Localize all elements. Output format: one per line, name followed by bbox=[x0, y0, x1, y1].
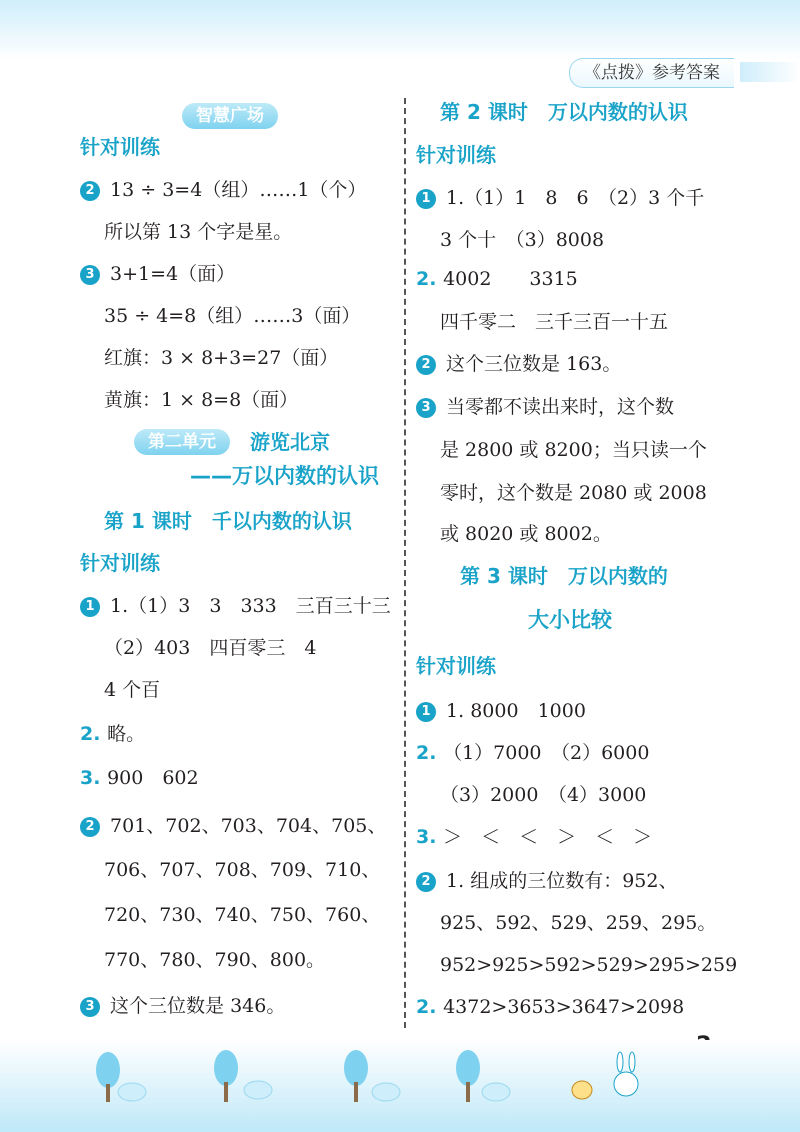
answer-text: 四千零二 三千三百一十五 bbox=[440, 311, 669, 333]
answer-line bbox=[80, 720, 145, 748]
question-badge-icon: 3 bbox=[80, 265, 100, 285]
answer-text: （2）403 四百零三 4 bbox=[104, 637, 317, 659]
column-divider bbox=[404, 98, 406, 1028]
answer-text: 1.（1）1 8 6 （2）3 个千 bbox=[446, 187, 705, 209]
answer-text: 952>925>592>529>295>259 bbox=[440, 954, 738, 976]
answer-line bbox=[416, 739, 649, 767]
answer-text: 或 8020 或 8002。 bbox=[440, 523, 612, 545]
answer-text: 706、707、708、709、710、 bbox=[104, 859, 381, 881]
section-pill-zhihui: 智慧广场 bbox=[182, 103, 278, 129]
question-badge-icon: 1 bbox=[416, 189, 436, 209]
lesson-title: 第 3 课时 万以内数的 bbox=[460, 564, 668, 588]
question-badge-icon: 3 bbox=[80, 997, 100, 1017]
answer-text: （3）2000 （4）3000 bbox=[440, 784, 647, 806]
answer-line bbox=[416, 993, 684, 1021]
answer-text: 4 个百 bbox=[104, 679, 161, 701]
answer-text: 1.（1）3 3 333 三百三十三 bbox=[110, 595, 391, 617]
question-badge-icon: 1 bbox=[416, 702, 436, 722]
answer-line bbox=[80, 592, 391, 620]
answer-text: 当零都不读出来时，这个数 bbox=[446, 396, 675, 418]
answer-text: 这个三位数是 163。 bbox=[446, 353, 622, 375]
answer-text: 35 ÷ 4=8（组）……3（面） bbox=[104, 305, 361, 327]
unit-subtitle: ——万以内数的认识 bbox=[190, 464, 379, 488]
question-number: 3. bbox=[80, 767, 108, 789]
question-number: 2. bbox=[416, 268, 444, 290]
question-number: 2. bbox=[416, 742, 444, 764]
answer-text: 3 个十 （3）8008 bbox=[440, 229, 605, 251]
question-badge-icon: 1 bbox=[80, 597, 100, 617]
answer-line bbox=[416, 393, 674, 421]
answer-text: 900 602 bbox=[107, 767, 199, 789]
answer-line bbox=[416, 697, 586, 725]
rabbit-icon bbox=[572, 1052, 638, 1099]
answer-text: 是 2800 或 8200；当只读一个 bbox=[440, 439, 707, 461]
question-badge-icon: 2 bbox=[416, 872, 436, 892]
question-badge-icon: 2 bbox=[80, 181, 100, 201]
lesson-title: 第 2 课时 万以内数的认识 bbox=[440, 100, 688, 124]
question-number: 2. bbox=[416, 996, 444, 1018]
lesson-title-cont: 大小比较 bbox=[528, 608, 612, 632]
answer-text: 1. 组成的三位数有：952、 bbox=[446, 870, 678, 892]
answer-key-tag: 《点拨》参考答案 bbox=[569, 58, 734, 88]
bush-icon bbox=[118, 1081, 510, 1101]
answer-line bbox=[416, 184, 704, 212]
section-heading: 针对训练 bbox=[80, 551, 160, 575]
question-number: 3. bbox=[416, 826, 444, 848]
answer-text: 770、780、790、800。 bbox=[104, 949, 326, 971]
answer-text: 1. 8000 1000 bbox=[446, 700, 586, 722]
answer-text: 3+1=4（面） bbox=[110, 263, 236, 285]
section-heading: 针对训练 bbox=[80, 135, 160, 159]
question-badge-icon: 3 bbox=[416, 398, 436, 418]
lesson-title: 第 1 课时 千以内数的认识 bbox=[104, 509, 352, 533]
section-heading: 针对训练 bbox=[416, 143, 496, 167]
tag-bar-decoration bbox=[740, 62, 800, 82]
question-badge-icon: 2 bbox=[80, 817, 100, 837]
answer-text: 925、592、529、259、295。 bbox=[440, 912, 717, 934]
answer-text: 黄旗：1 × 8=8（面） bbox=[104, 389, 299, 411]
section-heading: 针对训练 bbox=[416, 654, 496, 678]
unit-title: 游览北京 bbox=[250, 430, 330, 454]
answer-text: ＞ ＜ ＜ ＞ ＜ ＞ bbox=[443, 826, 653, 848]
answer-text: 720、730、740、750、760、 bbox=[104, 904, 381, 926]
answer-text: 13 ÷ 3=4（组）……1（个） bbox=[110, 179, 367, 201]
answer-line bbox=[80, 812, 386, 840]
question-badge-icon: 2 bbox=[416, 355, 436, 375]
answer-line bbox=[416, 265, 578, 293]
answer-text: 略。 bbox=[107, 723, 146, 745]
answer-text: 这个三位数是 346。 bbox=[110, 995, 286, 1017]
answer-line bbox=[80, 176, 366, 204]
answer-text: 所以第 13 个字是星。 bbox=[104, 221, 293, 243]
answer-text: 4372>3653>3647>2098 bbox=[443, 996, 685, 1018]
answer-line bbox=[80, 992, 285, 1020]
answer-line bbox=[416, 350, 621, 378]
question-number: 2. bbox=[80, 723, 108, 745]
footer-illustration bbox=[0, 1040, 800, 1132]
answer-text: （1）7000 （2）6000 bbox=[443, 742, 650, 764]
top-decoration-band bbox=[0, 0, 800, 60]
answer-line bbox=[416, 823, 652, 851]
answer-text: 红旗：3 × 8+3=27（面） bbox=[104, 347, 339, 369]
answer-line bbox=[80, 764, 199, 792]
answer-line bbox=[416, 867, 677, 895]
unit-pill: 第二单元 bbox=[134, 429, 230, 455]
tree-icon bbox=[96, 1050, 480, 1102]
answer-text: 零时，这个数是 2080 或 2008 bbox=[440, 482, 707, 504]
answer-line bbox=[80, 260, 235, 288]
answer-text: 701、702、703、704、705、 bbox=[110, 815, 387, 837]
answer-text: 4002 3315 bbox=[443, 268, 578, 290]
